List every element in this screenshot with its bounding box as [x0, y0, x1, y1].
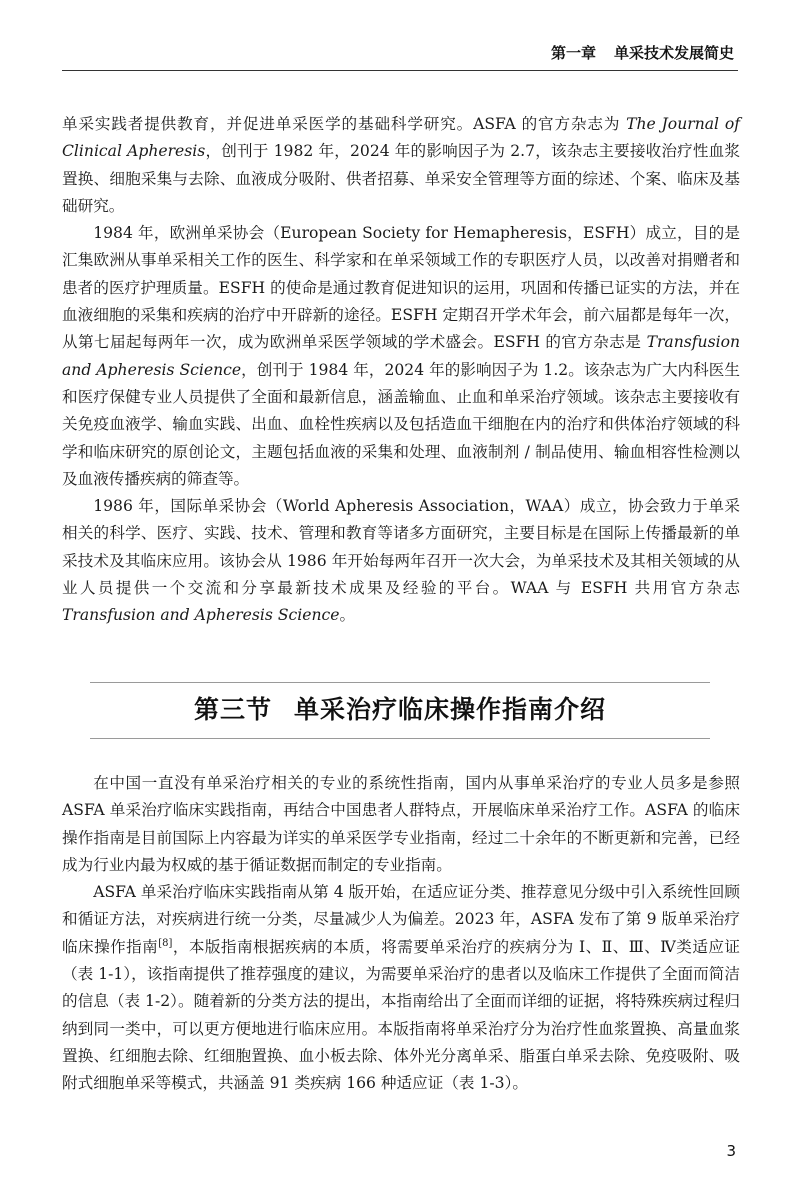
paragraph-text: 。: [339, 606, 356, 625]
paragraph-text: ，本版指南根据疾病的本质，将需要单采治疗的疾病分为 Ⅰ、Ⅱ、Ⅲ、Ⅳ类适应证（表 1-1），该指南提供了推荐强度的建议，为需要单采治疗的患者以及临床工作提供了全面而简洁的信息（表 1-2）。随着新的分类方法的提出，本指南给出了全面而详细的证据，将特殊疾病过程归纳到同一类中，可以更方便地进行临床应用。本版指南将单采治疗分为治疗性血浆置换、高量血浆置换、红细胞去除、红细胞置换、血小板去除、体外光分离单采、脂蛋白单采去除、免疫吸附、吸附式细胞单采等模式，共涵盖 91 类疾病 166 种适应证（表 1-3）。: [62, 937, 740, 1093]
paragraph-waa: [62, 493, 740, 629]
chapter-number: 第一章: [550, 44, 596, 62]
citation: [8]: [158, 937, 173, 949]
paragraph-text: ，创刊于 1984 年，2024 年的影响因子为 1.2。该杂志为广大内科医生和医疗保健专业人员提供了全面和最新信息，涵盖输血、止血和单采治疗领域。该杂志主要接收有关免疫血液学、输血实践、出血、血栓性疾病以及包括造血干细胞在内的治疗和供体治疗领域的科学和临床研究的原创论文，主题包括血液的采集和处理、血液制剂 / 制品使用、输血相容性检测以及血液传播疾病的筛查等。: [62, 360, 740, 488]
section-title-text: 单采治疗临床操作指南介绍: [294, 695, 607, 724]
paragraph-asfa-journal: [62, 111, 740, 220]
header-rule: [62, 70, 738, 71]
paragraph-esfh: [62, 220, 740, 493]
paragraph-text: 在中国一直没有单采治疗相关的专业的系统性指南，国内从事单采治疗的专业人员多是参照 ASFA 单采治疗临床实践指南，再结合中国患者人群特点，开展临床单采治疗工作。ASFA 的临床操作指南是目前国际上内容最为详实的单采医学专业指南，经过二十余年的不断更新和完善，已经成为行业内最为权威的基于循证数据而制定的专业指南。: [62, 774, 740, 874]
paragraph-text: ASFA 单采治疗临床实践指南从第 4 版开始，在适应证分类、推荐意见分级中引入系统性回顾和循证方法，对疾病进行统一分类，尽量减少人为偏差。2023 年，ASFA 发布了第 9 版单采治疗临床操作指南: [62, 883, 740, 956]
journal-title: Transfusion and Apheresis Science: [62, 606, 340, 625]
paragraph-china-guideline: [62, 770, 740, 879]
journal-title: The Journal of Clinical Apheresis: [62, 115, 740, 161]
section-number: 第三节: [193, 695, 272, 724]
paragraph-asfa-guideline: [62, 879, 740, 1097]
chapter-title: 单采技术发展简史: [613, 44, 734, 62]
paragraph-text: ，创刊于 1982 年，2024 年的影响因子为 2.7，该杂志主要接收治疗性血浆置换、细胞采集与去除、血液成分吸附、供者招募、单采安全管理等方面的综述、个案、临床及基础研究。: [62, 142, 740, 215]
body-text-upper: [62, 111, 740, 630]
paragraph-text: 1986 年，国际单采协会（World Apheresis Association，WAA）成立，协会致力于单采相关的科学、医疗、实践、技术、管理和教育等诸多方面研究，主要目标是在国际上传播最新的单采技术及其临床应用。该协会从 1986 年开始每两年召开一次大会，为单采技术及其相关领域的从业人员提供一个交流和分享最新技术成果及经验的平台。WAA 与 ESFH 共用官方杂志: [62, 497, 740, 598]
section-title: [90, 690, 710, 726]
paragraph-text: 单采实践者提供教育，并促进单采医学的基础科学研究。ASFA 的官方杂志为: [62, 115, 627, 133]
journal-title: Transfusion and Apheresis Science: [62, 333, 740, 379]
section-rule-top: [90, 682, 710, 683]
section-heading: [90, 676, 710, 746]
running-header: [551, 42, 734, 63]
paragraph-text: 1984 年，欧洲单采协会（European Society for Hemapheresis，ESFH）成立，目的是汇集欧洲从事单采相关工作的医生、科学家和在单采领域工作的专职医疗人员，以改善对捐赠者和患者的医疗护理质量。ESFH 的使命是通过教育促进知识的运用，巩固和传播已证实的方法，并在血液细胞的采集和疾病的治疗中开辟新的途径。ESFH 定期召开学术年会，前六届都是每年一次，从第七届起每两年一次，成为欧洲单采医学领域的学术盛会。ESFH 的官方杂志是: [62, 224, 740, 352]
page-number: 3: [726, 1142, 736, 1160]
section-rule-bottom: [90, 738, 710, 739]
body-text-lower: [62, 770, 740, 1098]
